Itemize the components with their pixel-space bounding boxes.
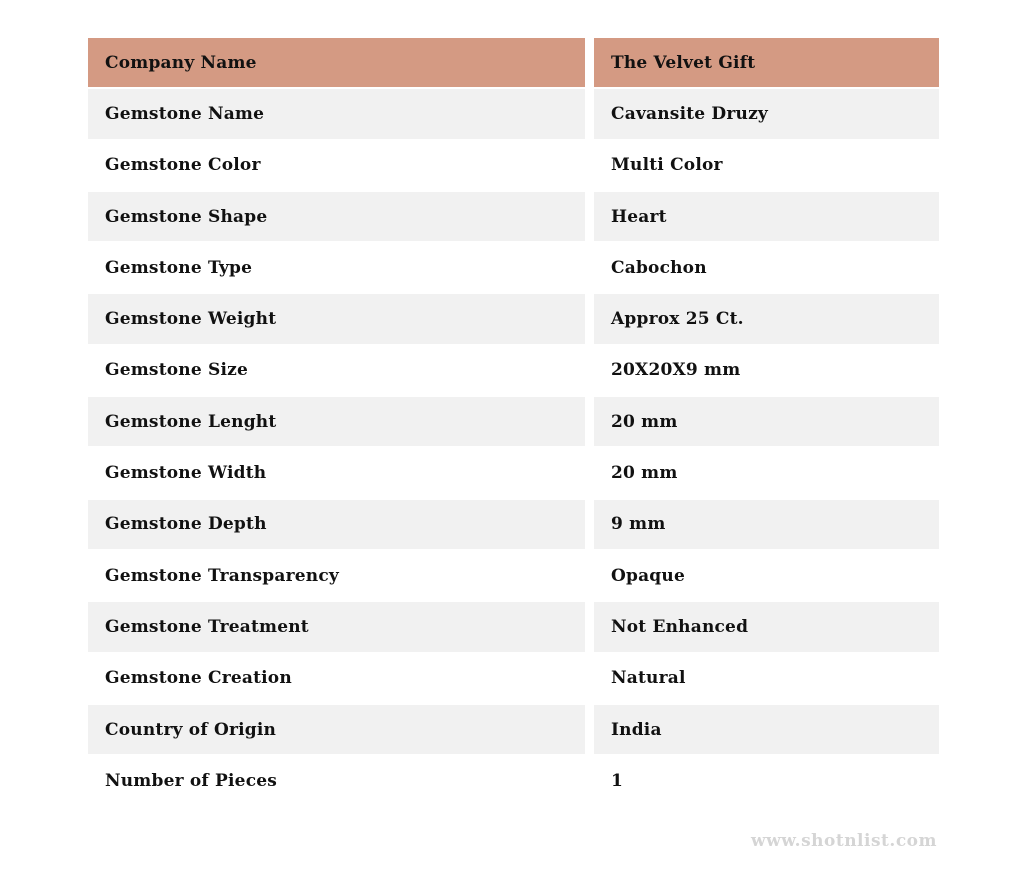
attribute-cell: Gemstone Name (88, 89, 585, 138)
attribute-cell: Gemstone Color (88, 141, 585, 190)
attribute-cell: Number of Pieces (88, 756, 585, 805)
value-cell: 20X20X9 mm (594, 346, 939, 395)
table-row (88, 705, 939, 754)
value-cell: Cavansite Druzy (594, 89, 939, 138)
attribute-cell: Gemstone Type (88, 243, 585, 292)
attribute-cell: Gemstone Shape (88, 192, 585, 241)
value-cell: India (594, 705, 939, 754)
value-cell: 20 mm (594, 448, 939, 497)
table-row (88, 192, 939, 241)
table-row (88, 654, 939, 703)
header-attribute-cell: Company Name (88, 38, 585, 87)
table-header-row (88, 38, 939, 87)
value-cell: 9 mm (594, 500, 939, 549)
value-cell: Approx 25 Ct. (594, 294, 939, 343)
value-cell: Cabochon (594, 243, 939, 292)
attribute-cell: Country of Origin (88, 705, 585, 754)
table-row (88, 448, 939, 497)
attribute-cell: Gemstone Size (88, 346, 585, 395)
table-row (88, 602, 939, 651)
table-row (88, 243, 939, 292)
value-cell: Multi Color (594, 141, 939, 190)
attribute-cell: Gemstone Transparency (88, 551, 585, 600)
value-cell: Not Enhanced (594, 602, 939, 651)
value-cell: Opaque (594, 551, 939, 600)
attribute-cell: Gemstone Treatment (88, 602, 585, 651)
attribute-cell: Gemstone Creation (88, 654, 585, 703)
value-cell: 20 mm (594, 397, 939, 446)
attribute-cell: Gemstone Depth (88, 500, 585, 549)
table-row (88, 294, 939, 343)
table-row (88, 551, 939, 600)
attribute-cell: Gemstone Lenght (88, 397, 585, 446)
value-cell: Heart (594, 192, 939, 241)
table-row (88, 141, 939, 190)
attribute-cell: Gemstone Width (88, 448, 585, 497)
header-value-cell: The Velvet Gift (594, 38, 939, 87)
watermark-text: www.shotnlist.com (750, 831, 937, 851)
table-row (88, 500, 939, 549)
table-row (88, 756, 939, 805)
attribute-cell: Gemstone Weight (88, 294, 585, 343)
product-spec-table (88, 38, 939, 807)
table-row (88, 346, 939, 395)
table-row (88, 89, 939, 138)
value-cell: Natural (594, 654, 939, 703)
table-row (88, 397, 939, 446)
value-cell: 1 (594, 756, 939, 805)
